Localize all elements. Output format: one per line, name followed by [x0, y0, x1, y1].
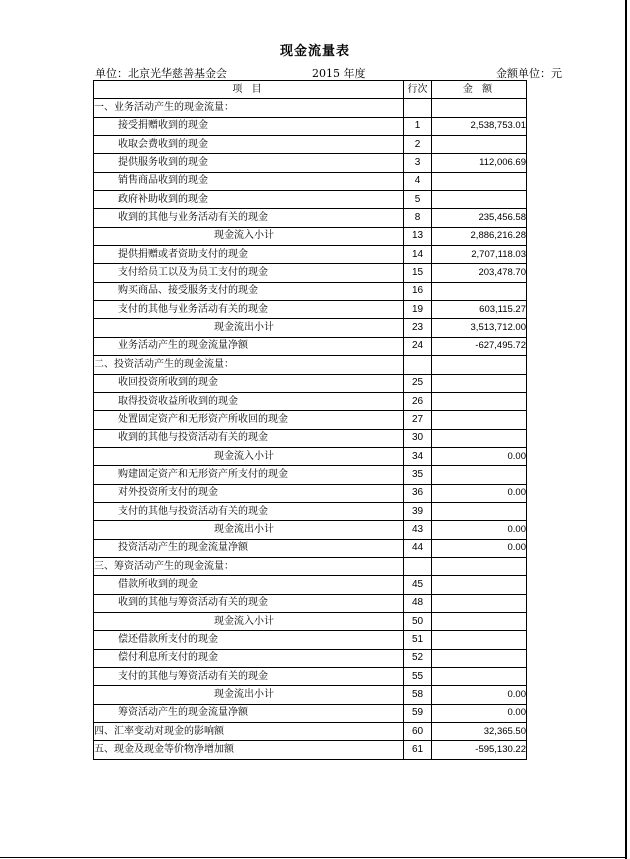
- table-row: [94, 117, 527, 135]
- row-amount: [432, 282, 527, 300]
- table-row: [94, 612, 527, 630]
- row-amount: 0.00: [432, 484, 527, 502]
- table-row: [94, 319, 527, 337]
- row-amount: [432, 374, 527, 392]
- column-header-amount: 金 额: [432, 81, 527, 99]
- row-label: 收回投资所收到的现金: [94, 374, 404, 392]
- row-line-number: 25: [404, 374, 432, 392]
- document-title: 现金流量表: [279, 44, 350, 59]
- row-label: 收取会费收到的现金: [94, 136, 404, 154]
- table-row: [94, 539, 527, 557]
- row-label: 提供服务收到的现金: [94, 154, 404, 172]
- row-label: 借款所收到的现金: [94, 576, 404, 594]
- row-line-number: 48: [404, 594, 432, 612]
- row-label: 现金流入小计: [94, 447, 404, 465]
- table-row: [94, 484, 527, 502]
- row-line-number: 5: [404, 191, 432, 209]
- row-amount: 2,707,118.03: [432, 246, 527, 264]
- row-label: 业务活动产生的现金流量净额: [94, 337, 404, 355]
- row-label: 三、筹资活动产生的现金流量：: [94, 557, 404, 575]
- table-row: [94, 282, 527, 300]
- row-line-number: 2: [404, 136, 432, 154]
- row-line-number: 8: [404, 209, 432, 227]
- table-row: [94, 191, 527, 209]
- table-row: [94, 429, 527, 447]
- table-header-row: [94, 81, 527, 99]
- row-amount: -595,130.22: [432, 741, 527, 759]
- row-amount: [432, 649, 527, 667]
- table-row: [94, 227, 527, 245]
- row-label: 二、投资活动产生的现金流量：: [94, 356, 404, 374]
- row-label: 收到的其他与筹资活动有关的现金: [94, 594, 404, 612]
- row-line-number: 16: [404, 282, 432, 300]
- row-line-number: 15: [404, 264, 432, 282]
- table-row: [94, 466, 527, 484]
- row-line-number: 34: [404, 447, 432, 465]
- row-label: 现金流入小计: [94, 612, 404, 630]
- row-label: 处置固定资产和无形资产所收回的现金: [94, 411, 404, 429]
- row-label: 购买商品、接受服务支付的现金: [94, 282, 404, 300]
- table-row: [94, 741, 527, 759]
- row-label: 偿还借款所支付的现金: [94, 631, 404, 649]
- row-amount: 112,006.69: [432, 154, 527, 172]
- table-row: [94, 576, 527, 594]
- table-row: [94, 301, 527, 319]
- row-line-number: 61: [404, 741, 432, 759]
- row-line-number: 26: [404, 392, 432, 410]
- row-amount: [432, 392, 527, 410]
- row-line-number: 4: [404, 172, 432, 190]
- table-row: [94, 99, 527, 117]
- row-line-number: 43: [404, 521, 432, 539]
- row-line-number: 35: [404, 466, 432, 484]
- row-line-number: 39: [404, 502, 432, 520]
- table-row: [94, 356, 527, 374]
- row-label: 取得投资收益所收到的现金: [94, 392, 404, 410]
- row-line-number: 52: [404, 649, 432, 667]
- row-line-number: 60: [404, 723, 432, 741]
- row-label: 收到的其他与业务活动有关的现金: [94, 209, 404, 227]
- row-amount: 0.00: [432, 539, 527, 557]
- table-row: [94, 686, 527, 704]
- row-amount: [432, 557, 527, 575]
- page-edge-right: [625, 0, 627, 859]
- row-line-number: 44: [404, 539, 432, 557]
- row-amount: [432, 191, 527, 209]
- row-line-number: 23: [404, 319, 432, 337]
- row-label: 支付的其他与筹资活动有关的现金: [94, 668, 404, 686]
- row-label: 提供捐赠或者资助支付的现金: [94, 246, 404, 264]
- row-line-number: 1: [404, 117, 432, 135]
- row-amount: 203,478.70: [432, 264, 527, 282]
- table-row: [94, 337, 527, 355]
- row-amount: [432, 429, 527, 447]
- row-label: 现金流出小计: [94, 686, 404, 704]
- row-label: 支付的其他与业务活动有关的现金: [94, 301, 404, 319]
- table-row: [94, 521, 527, 539]
- row-label: 偿付利息所支付的现金: [94, 649, 404, 667]
- row-line-number: [404, 557, 432, 575]
- row-line-number: 19: [404, 301, 432, 319]
- row-amount: 3,513,712.00: [432, 319, 527, 337]
- row-line-number: [404, 99, 432, 117]
- table-row: [94, 704, 527, 722]
- row-line-number: 55: [404, 668, 432, 686]
- row-label: 购建固定资产和无形资产所支付的现金: [94, 466, 404, 484]
- row-amount: [432, 172, 527, 190]
- row-amount: 0.00: [432, 686, 527, 704]
- table-row: [94, 723, 527, 741]
- cash-flow-table: [93, 80, 527, 760]
- row-amount: 2,538,753.01: [432, 117, 527, 135]
- row-line-number: 24: [404, 337, 432, 355]
- row-line-number: [404, 356, 432, 374]
- row-line-number: 50: [404, 612, 432, 630]
- row-label: 现金流出小计: [94, 319, 404, 337]
- row-amount: 0.00: [432, 447, 527, 465]
- row-amount: [432, 631, 527, 649]
- row-amount: [432, 466, 527, 484]
- row-amount: 0.00: [432, 704, 527, 722]
- column-header-line: 行次: [404, 81, 432, 99]
- row-line-number: 45: [404, 576, 432, 594]
- row-amount: -627,495.72: [432, 337, 527, 355]
- row-label: 支付的其他与投资活动有关的现金: [94, 502, 404, 520]
- organization-unit: 单位：北京光华慈善基金会: [95, 67, 227, 80]
- row-line-number: 14: [404, 246, 432, 264]
- table-row: [94, 557, 527, 575]
- fiscal-year: 2015 年度: [312, 67, 366, 80]
- row-label: 现金流入小计: [94, 227, 404, 245]
- table-row: [94, 264, 527, 282]
- row-label: 销售商品收到的现金: [94, 172, 404, 190]
- row-label: 一、业务活动产生的现金流量：: [94, 99, 404, 117]
- row-label: 接受捐赠收到的现金: [94, 117, 404, 135]
- table-row: [94, 447, 527, 465]
- row-amount: [432, 99, 527, 117]
- table-row: [94, 246, 527, 264]
- row-label: 四、汇率变动对现金的影响额: [94, 723, 404, 741]
- row-amount: 32,365.50: [432, 723, 527, 741]
- table-row: [94, 172, 527, 190]
- row-line-number: 59: [404, 704, 432, 722]
- row-line-number: 36: [404, 484, 432, 502]
- currency-unit: 金额单位：元: [496, 67, 562, 80]
- row-label: 投资活动产生的现金流量净额: [94, 539, 404, 557]
- column-header-item: 项 目: [94, 81, 404, 99]
- row-line-number: 3: [404, 154, 432, 172]
- row-amount: [432, 594, 527, 612]
- table-row: [94, 392, 527, 410]
- row-amount: 0.00: [432, 521, 527, 539]
- table-row: [94, 668, 527, 686]
- row-label: 五、现金及现金等价物净增加额: [94, 741, 404, 759]
- page-edge-bottom: [0, 857, 627, 858]
- row-amount: [432, 411, 527, 429]
- row-line-number: 13: [404, 227, 432, 245]
- table-row: [94, 649, 527, 667]
- row-label: 收到的其他与投资活动有关的现金: [94, 429, 404, 447]
- table-row: [94, 631, 527, 649]
- table-row: [94, 209, 527, 227]
- row-amount: [432, 668, 527, 686]
- row-label: 政府补助收到的现金: [94, 191, 404, 209]
- table-row: [94, 502, 527, 520]
- row-label: 现金流出小计: [94, 521, 404, 539]
- table-row: [94, 411, 527, 429]
- table-body: [94, 99, 527, 759]
- row-label: 筹资活动产生的现金流量净额: [94, 704, 404, 722]
- row-line-number: 58: [404, 686, 432, 704]
- table-row: [94, 594, 527, 612]
- row-amount: 603,115.27: [432, 301, 527, 319]
- row-amount: 2,886,216.28: [432, 227, 527, 245]
- row-amount: [432, 136, 527, 154]
- row-line-number: 27: [404, 411, 432, 429]
- row-line-number: 30: [404, 429, 432, 447]
- row-label: 对外投资所支付的现金: [94, 484, 404, 502]
- row-amount: 235,456.58: [432, 209, 527, 227]
- row-amount: [432, 576, 527, 594]
- row-amount: [432, 612, 527, 630]
- row-amount: [432, 356, 527, 374]
- row-line-number: 51: [404, 631, 432, 649]
- table-row: [94, 154, 527, 172]
- row-amount: [432, 502, 527, 520]
- table-row: [94, 136, 527, 154]
- row-label: 支付给员工以及为员工支付的现金: [94, 264, 404, 282]
- table-row: [94, 374, 527, 392]
